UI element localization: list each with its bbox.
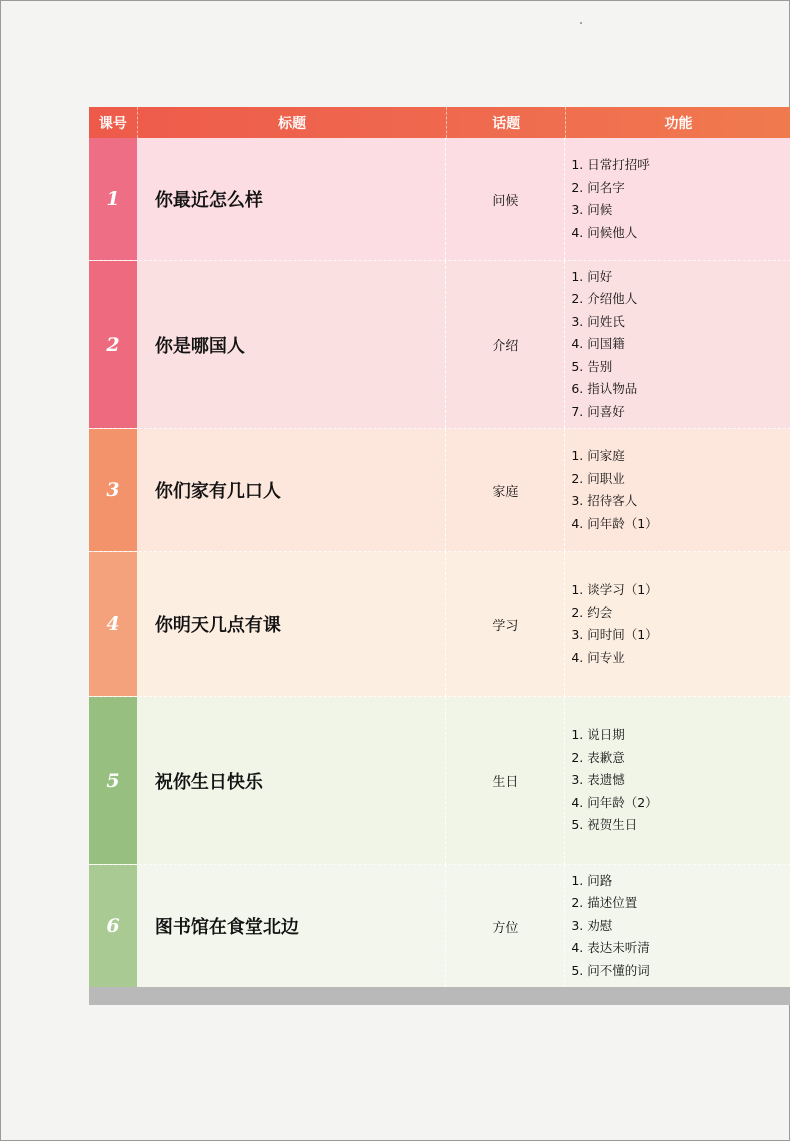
lesson-number: 4 xyxy=(89,552,137,696)
lesson-row-4 xyxy=(89,552,790,697)
lesson-functions xyxy=(565,552,790,696)
lesson-number: 3 xyxy=(89,429,137,551)
lesson-title: 图书馆在食堂北边 xyxy=(137,865,447,987)
lesson-row-3 xyxy=(89,429,790,552)
function-item: 6. 指认物品 xyxy=(571,381,638,397)
lesson-title: 你们家有几口人 xyxy=(137,429,447,551)
function-item: 5. 告别 xyxy=(571,358,613,374)
lesson-topic: 问候 xyxy=(446,138,565,260)
lesson-title: 你最近怎么样 xyxy=(137,138,447,260)
function-item: 4. 问国籍 xyxy=(571,336,625,352)
lesson-title: 祝你生日快乐 xyxy=(137,697,447,864)
function-item: 3. 表遗憾 xyxy=(571,772,625,788)
function-item: 2. 介绍他人 xyxy=(571,291,638,307)
function-item: 4. 问专业 xyxy=(571,649,625,665)
function-item: 1. 问家庭 xyxy=(571,448,625,463)
function-item: 2. 问职业 xyxy=(571,470,625,486)
table-header xyxy=(89,107,790,138)
function-item: 4. 问年龄（1） xyxy=(571,515,658,531)
function-item: 3. 问时间（1） xyxy=(571,627,658,642)
lesson-number: 2 xyxy=(89,261,137,428)
lesson-topic: 家庭 xyxy=(446,429,565,551)
lesson-topic: 方位 xyxy=(446,865,565,987)
table-footer-bar xyxy=(89,987,790,1005)
header-title: 标题 xyxy=(138,107,448,138)
header-function: 功能 xyxy=(664,115,693,132)
lesson-functions xyxy=(565,261,790,428)
function-item: 3. 劝慰 xyxy=(571,917,613,933)
lesson-title: 你明天几点有课 xyxy=(137,552,447,696)
lesson-number: 1 xyxy=(89,138,137,260)
function-item: 1. 谈学习（1） xyxy=(571,582,658,597)
lesson-number: 5 xyxy=(89,697,137,864)
function-item: 5. 祝贺生日 xyxy=(571,817,638,833)
page-speck xyxy=(580,22,582,24)
lesson-topic: 介绍 xyxy=(446,261,565,428)
function-item: 3. 问姓氏 xyxy=(571,313,625,329)
function-item: 4. 问年龄（2） xyxy=(571,794,658,810)
function-item: 2. 描述位置 xyxy=(571,895,638,911)
function-item: 5. 问不懂的词 xyxy=(571,962,650,978)
function-item: 2. 约会 xyxy=(571,604,613,620)
lesson-row-5 xyxy=(89,697,790,865)
lesson-topic: 学习 xyxy=(446,552,565,696)
lesson-row-6 xyxy=(89,865,790,987)
lesson-title: 你是哪国人 xyxy=(137,261,447,428)
lesson-number: 6 xyxy=(89,865,137,987)
lesson-functions xyxy=(565,429,790,551)
lesson-functions xyxy=(565,697,790,864)
function-item: 7. 问喜好 xyxy=(571,403,625,419)
function-item: 1. 说日期 xyxy=(571,727,625,743)
function-item: 4. 问候他人 xyxy=(571,224,638,240)
function-item: 1. 问好 xyxy=(571,268,613,284)
function-item: 4. 表达未听清 xyxy=(571,940,650,956)
function-item: 2. 问名字 xyxy=(571,179,625,195)
lesson-row-2 xyxy=(89,261,790,429)
function-item: 1. 问路 xyxy=(571,872,613,888)
contents-table xyxy=(89,107,790,1005)
function-item: 1. 日常打招呼 xyxy=(571,157,650,172)
header-lesson-number: 课号 xyxy=(89,107,138,138)
function-item: 3. 问候 xyxy=(571,202,613,217)
lesson-topic: 生日 xyxy=(446,697,565,864)
lesson-row-1 xyxy=(89,138,790,261)
function-item: 2. 表歉意 xyxy=(571,749,625,765)
header-topic: 话题 xyxy=(447,107,566,138)
lesson-functions xyxy=(565,138,790,260)
lesson-functions xyxy=(565,865,790,987)
function-item: 3. 招待客人 xyxy=(571,493,638,508)
